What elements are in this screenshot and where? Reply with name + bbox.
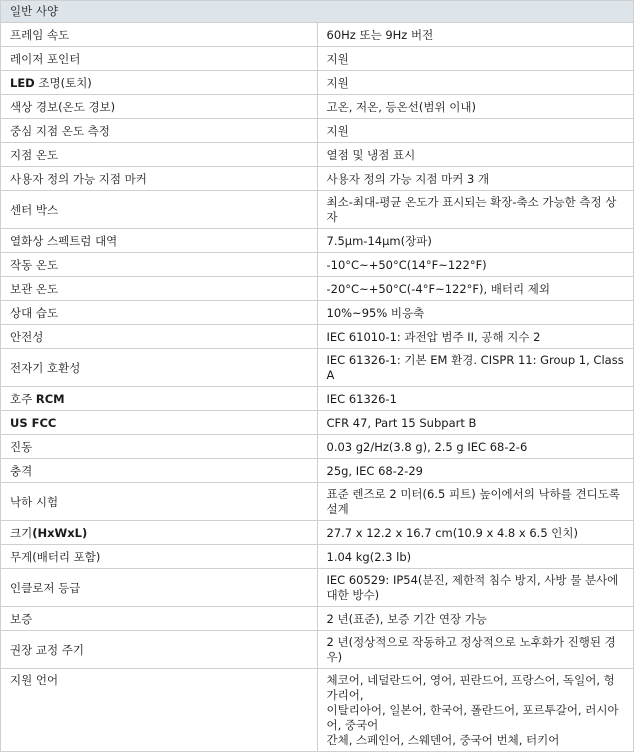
spec-value: 지원 [317,47,634,71]
spec-row [1,191,634,229]
spec-value: 최소-최대-평균 온도가 표시되는 확장-축소 가능한 측정 상자 [317,191,634,229]
spec-value: -10°C~+50°C(14°F~122°F) [317,253,634,277]
spec-value: 열점 및 냉점 표시 [317,143,634,167]
spec-row [1,569,634,607]
spec-row [1,545,634,569]
spec-value: 0.03 g2/Hz(3.8 g), 2.5 g IEC 68-2-6 [317,435,634,459]
language-line: 간체, 스페인어, 스웨덴어, 중국어 번체, 터키어 [326,733,560,747]
spec-label-text: 전자기 호환성 [10,360,81,375]
spec-label-text: 무게(배터리 포함) [10,549,101,564]
spec-label-text: 보관 온도 [10,281,59,296]
spec-label [1,143,318,167]
spec-label-text: 진동 [10,439,33,454]
spec-label-text: 상대 습도 [10,305,59,320]
spec-row [1,95,634,119]
spec-value: IEC 61010-1: 과전압 범주 II, 공해 지수 2 [317,325,634,349]
spec-value: 지원 [317,119,634,143]
spec-value: 1.04 kg(2.3 lb) [317,545,634,569]
spec-value: 60Hz 또는 9Hz 버전 [317,23,634,47]
spec-label [1,459,318,483]
spec-value: -20°C~+50°C(-4°F~122°F), 배터리 제외 [317,277,634,301]
spec-label-text: 호주 [10,391,36,406]
spec-label [1,325,318,349]
spec-label [1,23,318,47]
spec-label-text: US FCC [10,415,57,430]
spec-label-text: 보증 [10,611,33,626]
spec-row [1,349,634,387]
spec-label [1,71,318,95]
spec-label: 지원 언어 [1,669,318,752]
spec-value: IEC 61326-1: 기본 EM 환경. CISPR 11: Group 1, Class A [317,349,634,387]
spec-label [1,277,318,301]
spec-label [1,349,318,387]
spec-value-languages [317,669,634,752]
spec-label [1,607,318,631]
spec-row [1,143,634,167]
spec-row [1,607,634,631]
spec-row [1,521,634,545]
spec-value: 표준 렌즈로 2 미터(6.5 피트) 높이에서의 낙하를 견디도록 설계 [317,483,634,521]
spec-label [1,631,318,669]
spec-label [1,387,318,411]
spec-row [1,229,634,253]
spec-value: 2 년(표준), 보증 기간 연장 가능 [317,607,634,631]
spec-row [1,387,634,411]
spec-label-text: 충격 [10,463,33,478]
spec-value: IEC 60529: IP54(분진, 제한적 침수 방지, 사방 물 분사에 대한 방수) [317,569,634,607]
spec-value: 지원 [317,71,634,95]
spec-value: 10%~95% 비응축 [317,301,634,325]
spec-row [1,411,634,435]
language-line: 이탈리아어, 일본어, 한국어, 폴란드어, 포르투갈어, 러시아어, 중국어 [326,703,619,732]
spec-label-text: 작동 온도 [10,257,59,272]
spec-label [1,301,318,325]
spec-label-text: 프레임 속도 [10,27,70,42]
spec-label-text: 센터 박스 [10,202,59,217]
spec-value: 27.7 x 12.2 x 16.7 cm(10.9 x 4.8 x 6.5 인치) [317,521,634,545]
spec-label-text: 조명(토치) [34,75,92,90]
spec-label [1,545,318,569]
spec-label [1,47,318,71]
spec-label [1,167,318,191]
section-title: 일반 사양 [1,1,634,23]
spec-label [1,521,318,545]
spec-value: 2 년(정상적으로 작동하고 정상적으로 노후화가 진행된 경우) [317,631,634,669]
spec-label [1,229,318,253]
spec-label-text: 열화상 스펙트럼 대역 [10,233,118,248]
spec-row [1,631,634,669]
spec-row [1,71,634,95]
spec-row-languages [1,669,634,752]
spec-label-text: 낙하 시험 [10,494,59,509]
spec-row [1,435,634,459]
spec-label-text: 중심 지점 온도 측정 [10,123,110,138]
spec-label [1,119,318,143]
spec-row [1,459,634,483]
spec-label [1,435,318,459]
spec-label-text: 권장 교정 주기 [10,642,84,657]
spec-label [1,253,318,277]
spec-label-text: 안전성 [10,329,44,344]
spec-label-text: 지점 온도 [10,147,59,162]
spec-value: 사용자 정의 가능 지점 마커 3 개 [317,167,634,191]
spec-value: 25g, IEC 68-2-29 [317,459,634,483]
spec-label [1,483,318,521]
spec-row [1,167,634,191]
spec-label-text: 인클로저 등급 [10,580,81,595]
spec-label [1,569,318,607]
spec-label-text: 사용자 정의 가능 지점 마커 [10,171,147,186]
section-header-row [1,1,634,23]
spec-row [1,119,634,143]
spec-label-text: 색상 경보(온도 경보) [10,99,116,114]
spec-label-text: LED [10,75,35,90]
spec-label [1,411,318,435]
spec-value: 고온, 저온, 등온선(범위 이내) [317,95,634,119]
spec-row [1,277,634,301]
spec-row [1,47,634,71]
spec-row [1,301,634,325]
spec-row [1,325,634,349]
spec-row [1,23,634,47]
spec-label-text: 크기 [10,525,33,540]
spec-row [1,253,634,277]
spec-label-text: (HxWxL) [32,525,88,540]
spec-row [1,483,634,521]
spec-label-text: RCM [35,391,65,406]
language-line: 체코어, 네덜란드어, 영어, 핀란드어, 프랑스어, 독일어, 헝가리어, [326,673,615,702]
spec-value: IEC 61326-1 [317,387,634,411]
spec-value: CFR 47, Part 15 Subpart B [317,411,634,435]
spec-label-text: 레이저 포인터 [10,51,81,66]
spec-label [1,95,318,119]
spec-value: 7.5μm-14μm(장파) [317,229,634,253]
spec-label [1,191,318,229]
